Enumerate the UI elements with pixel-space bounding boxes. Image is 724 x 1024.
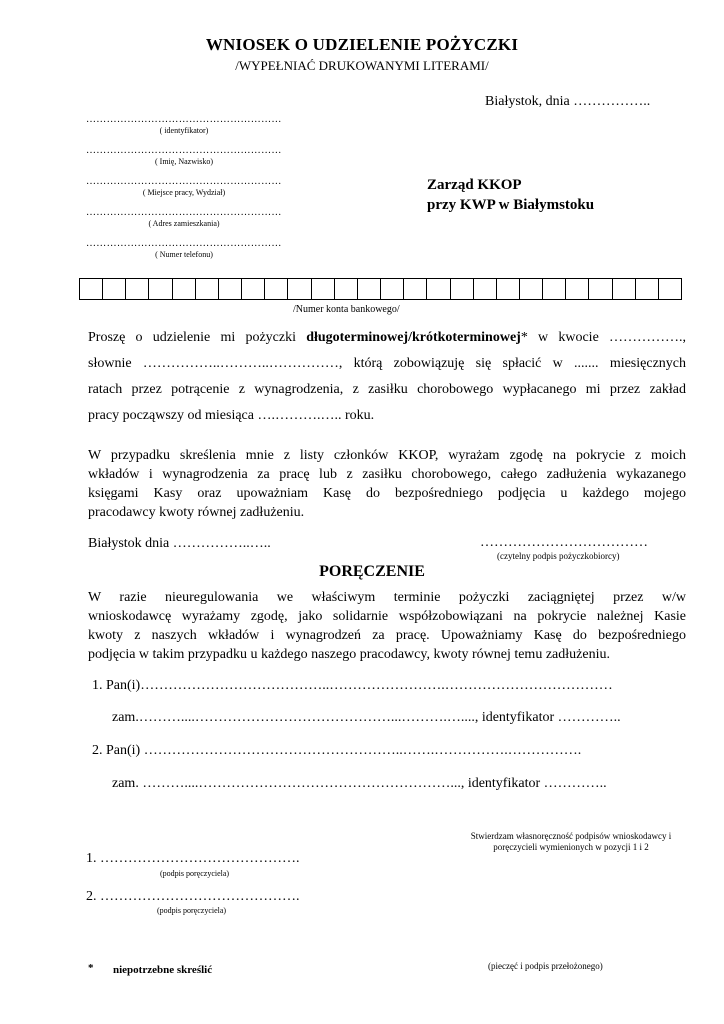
- account-digit-cell[interactable]: [589, 279, 612, 299]
- guarantor-1-address-field[interactable]: zam.………....……………………………………...……….…...., identyfikator …………..: [112, 710, 621, 725]
- footnote-text: niepotrzebne skreślić: [113, 964, 213, 976]
- consent-paragraph: [88, 446, 686, 522]
- consent-line-3: księgami Kasy oraz upoważniam Kasę do bezpośredniego podjęcia u każdego mojego: [88, 486, 686, 501]
- borrower-date-field[interactable]: Białystok dnia ……………..…..: [88, 536, 271, 551]
- account-digit-cell[interactable]: [404, 279, 427, 299]
- guarantor-2-signature-field[interactable]: 2. …………………………………….: [86, 889, 300, 904]
- certification-line-2: poręczycieli wymienionych w pozycji 1 i 2: [493, 842, 649, 852]
- account-digit-cell[interactable]: [613, 279, 636, 299]
- consent-line-2: wkładów i wynagrodzenia za pracę lub z zasiłku chorobowego, całego zadłużenia wykazanego: [88, 467, 686, 482]
- account-digit-cell[interactable]: [196, 279, 219, 299]
- account-digit-cell[interactable]: [126, 279, 149, 299]
- guarantee-line-1: W razie nieuregulowania we właściwym terminie pożyczki zaciągniętej przez w/w: [88, 590, 686, 605]
- account-digit-cell[interactable]: [288, 279, 311, 299]
- footnote-asterisk: *: [88, 962, 94, 974]
- form-subtitle: /WYPEŁNIAĆ DRUKOWANYMI LITERAMI/: [235, 58, 489, 73]
- account-digit-cell[interactable]: [636, 279, 659, 299]
- account-digit-cell[interactable]: [335, 279, 358, 299]
- workplace-label: ( Miejsce pracy, Wydział): [142, 188, 226, 197]
- account-digit-cell[interactable]: [103, 279, 126, 299]
- guarantee-line-4: podjęcia w takim przypadku u każdego naszego pracodawcy, kwoty równej temu zadłużeniu.: [88, 647, 610, 662]
- borrower-signature-field[interactable]: ………………………………: [480, 535, 648, 550]
- account-digit-cell[interactable]: [427, 279, 450, 299]
- bank-account-grid[interactable]: [79, 278, 682, 300]
- account-digit-cell[interactable]: [497, 279, 520, 299]
- request-line-4: pracy począwszy od miesiąca ….……….….. roku.: [88, 408, 375, 423]
- guarantor-1-signature-caption: (podpis poręczyciela): [160, 869, 230, 878]
- guarantee-line-3: kwoty z naszych wkładów i wynagrodzeń za pracę. Upoważniamy Kasę do bezpośredniego: [88, 628, 686, 643]
- recipient-line-2: przy KWP w Białymstoku: [427, 197, 595, 213]
- account-digit-cell[interactable]: [219, 279, 242, 299]
- account-digit-cell[interactable]: [451, 279, 474, 299]
- request-line-1: Proszę o udzielenie mi pożyczki długoterminowej/krótkoterminowej* w kwocie …………….,: [88, 330, 686, 345]
- guarantor-1-name-field[interactable]: 1. Pan(i)…………………………………..…………………….………………………………: [92, 678, 613, 693]
- account-digit-cell[interactable]: [566, 279, 589, 299]
- name-field[interactable]: …………………………………………………: [86, 145, 282, 156]
- account-digit-cell[interactable]: [312, 279, 335, 299]
- identifier-label: ( identyfikator): [159, 126, 209, 135]
- guarantee-paragraph: [88, 588, 686, 664]
- guarantor-1-signature-field[interactable]: 1. …………………………………….: [86, 851, 300, 866]
- account-digit-cell[interactable]: [381, 279, 404, 299]
- loan-request-paragraph: [88, 326, 686, 428]
- recipient-line-1: Zarząd KKOP: [427, 177, 522, 193]
- account-digit-cell[interactable]: [265, 279, 288, 299]
- consent-line-4: pracodawcy kwoty równej zadłużeniu.: [88, 505, 305, 520]
- request-line-3: ratach przez potrącenie z wynagrodzenia, z zasiłku chorobowego wypłacanego mi przez zakład: [88, 382, 686, 397]
- account-digit-cell[interactable]: [659, 279, 681, 299]
- workplace-field[interactable]: …………………………………………………: [86, 176, 282, 187]
- form-title: WNIOSEK O UDZIELENIE POŻYCZKI: [205, 35, 519, 54]
- phone-label: ( Numer telefonu): [155, 250, 213, 259]
- account-digit-cell[interactable]: [543, 279, 566, 299]
- bank-account-label: /Numer konta bankowego/: [293, 304, 400, 315]
- request-line-2: słownie ……………..………..……………, którą zobowiązuję się spłacić w ....... miesięcznych: [88, 356, 686, 371]
- account-digit-cell[interactable]: [149, 279, 172, 299]
- guarantee-line-2: wnioskodawcę wyrażamy zgodę, jako solidarnie współzobowiązani na pokrycie należnej Kasie: [88, 609, 686, 624]
- phone-field[interactable]: …………………………………………………: [86, 238, 282, 249]
- account-digit-cell[interactable]: [173, 279, 196, 299]
- account-digit-cell[interactable]: [474, 279, 497, 299]
- supervisor-stamp-caption: (pieczęć i podpis przełożonego): [488, 961, 603, 971]
- place-date-field[interactable]: Białystok, dnia ……………..: [485, 94, 651, 109]
- guarantor-2-signature-caption: (podpis poręczyciela): [157, 906, 227, 915]
- address-label: ( Adres zamieszkania): [148, 219, 220, 228]
- consent-line-1: W przypadku skreślenia mnie z listy członków KKOP, wyrażam zgodę na pokrycie z moich: [88, 448, 686, 463]
- account-digit-cell[interactable]: [520, 279, 543, 299]
- account-digit-cell[interactable]: [80, 279, 103, 299]
- borrower-signature-caption: (czytelny podpis pożyczkobiorcy): [497, 551, 620, 561]
- address-field[interactable]: …………………………………………………: [86, 207, 282, 218]
- guarantor-2-address-field[interactable]: zam. ………....………………………………………………..., identyfikator …………..: [112, 776, 607, 791]
- certification-line-1: Stwierdzam własnoręczność podpisów wnioskodawcy i: [470, 831, 672, 841]
- account-digit-cell[interactable]: [358, 279, 381, 299]
- guarantee-heading: PORĘCZENIE: [319, 563, 425, 580]
- identifier-field[interactable]: …………………………………………………: [86, 114, 282, 125]
- name-label: ( Imię, Nazwisko): [155, 157, 213, 166]
- account-digit-cell[interactable]: [242, 279, 265, 299]
- guarantor-2-name-field[interactable]: 2. Pan(i) ………………………………………………..…….…………….…………….: [92, 743, 582, 758]
